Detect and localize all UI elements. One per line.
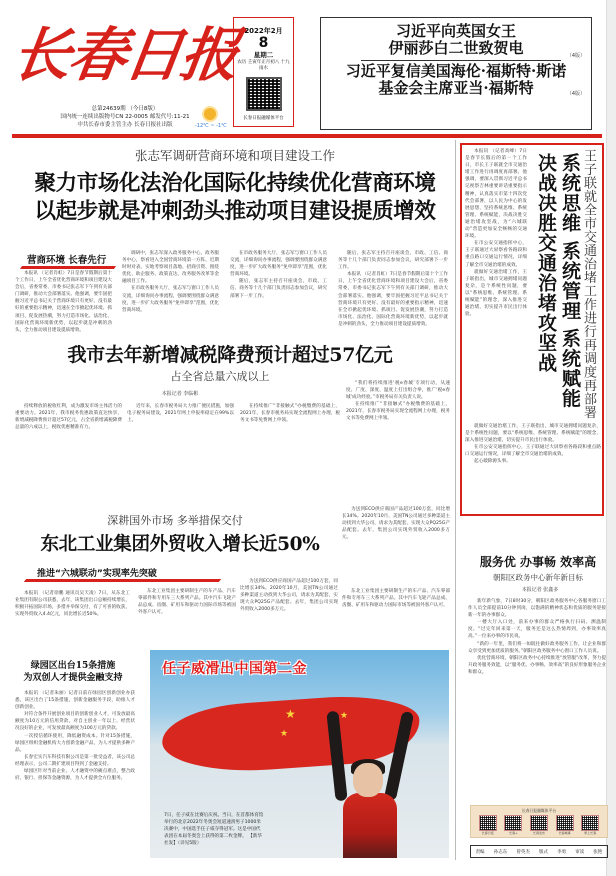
date-box [233, 17, 294, 127]
feature-vertical-subhead: 王子联就全市交通治堵工作进行再调度再部署 [581, 149, 596, 419]
newspaper-logo[interactable]: 长春日报 [7, 21, 242, 89]
qr-panel-title: 长春日报融媒体平台 [521, 808, 557, 813]
issue-line: 总第24639期 （今日8版） [91, 106, 159, 112]
tax-body-col1: 持续释放的税收红利，成为激发市场主体活力的重要动力。2021年，我市税务优惠政策直达快享，新增减税降费预计超过57亿元，占全省新增减税降费总量的六成以上，税收优惠精准有力。 [15, 404, 122, 431]
top-news-item[interactable] [321, 23, 591, 57]
tax-body-col2: 近年来，长春市税务局大力推广便民措施，加强电子税务局建设，2021年网上申报率稳定在99%以上。 [127, 404, 234, 424]
headline-line: 聚力市场化法治化国际化持续优化营商环境 [34, 171, 436, 196]
qr-code-icon [581, 815, 599, 831]
top-news-title-line: 习近平复信美国海伦·福斯特·斯诺 [345, 62, 567, 80]
star-icon: ★ [280, 729, 289, 739]
trade-body-col2: 东北工业集团主要研制生产的车产品、汽车零部件和专用车三大系列产品。其中汽车飞轮产品总成、齿圈、矿用车和驱动力国际市场等被国外客户认可。 [138, 589, 236, 616]
lead-headline[interactable] [15, 170, 455, 226]
star-icon: ★ [340, 711, 349, 721]
page-ref: （4版） [566, 91, 585, 97]
top-news-title-line: 基金会主席亚当·福斯特 [378, 79, 534, 97]
feature-vertical-headline[interactable]: 系统思维 系统管理 系统赋能 决战决胜交通治堵攻坚战 [535, 153, 581, 409]
top-news-title-line: 伊丽莎白二世致贺电 [388, 39, 524, 57]
star-icon: ★ [285, 707, 296, 721]
lead-subhead: 张志军调研营商环境和项目建设工作 [134, 148, 335, 163]
day: 8 [258, 35, 269, 51]
trade-headline[interactable]: 东北工业集团外贸收入增长近50% [40, 534, 320, 555]
kicker-text: 营商环境 长春先行 [15, 252, 115, 266]
temperature: -12℃ ~ -1℃ [195, 123, 227, 129]
top-news-title-line: 习近平向英国女王 [395, 22, 516, 40]
page-ref: （4版） [566, 53, 585, 59]
qr-code-icon [479, 815, 497, 831]
sun-icon [204, 108, 216, 120]
lvyuan-headline[interactable]: 绿园区出台15条措施 为双创人才提供金融支持 [23, 661, 123, 683]
trade-body-col3: 为送到ECO供应商国产品超过100万套，同比增长34%。2020年10月，美国TN公司通过多种渠道主动找到大华公司，请求为其配套，实现大众PQ25G产品配套。去年，集团公司实现外贸收入2000多万元。 [240, 579, 338, 613]
staff-bar: 责编 孙志东 曾英杰 版式 李勇 审读 张艳 [470, 845, 608, 858]
trade-body-col4: 东北工业集团主要研制生产的车产品、汽车零部件和专用车三大系列产品。其中汽车飞轮产品总成、齿圈、矿用车和驱动力国际市场等被国外客户认可。 [342, 589, 450, 609]
masthead-rule [12, 134, 602, 138]
photo-title: 任子威滑出中国第二金 [162, 661, 307, 677]
tax-subhead: 占全省总量六成以上 [170, 370, 270, 383]
trade-body-col1: 本报讯 （记者徐鹏 通讯员吴天凌）7日，从东北工业集团有限公司获悉，去年，该集团出口总额持续增长，积极开拓国际市场，多措并举保交付，有了可喜的收获，实现外贸收入4.4亿元，同比增长近50%。 [15, 591, 130, 618]
tax-body-col4: “我们将持续推进‘税e春城’专项行动，从速度、广度、深度、温度上打出组合拳，推广‘税e春城’成功经验。”市税务局有关负责人说。 在持续推广“非接触式”办税缴费的基础上，2021年，长春市税务局实现全流程网上办理，税务文书等免费网上申领。 [346, 381, 450, 422]
chaoyang-body: 新年新气象，7日8时30分，朝阳区政务服务中心各服务窗口工作人员全部提前10分钟到岗，以饱满的精神状态和优质的服务迎接新一年的办事群众。 一楼大厅入口处，前来办事的群众严格执行扫码、测温制度。“过完年回来第一天，服务还是这么热情周到，办事效率真高。”一位来办事的市民说。 “新的一年里，我们将一如既往做好政务服务工作，让企业和群众享受到更加优质的服务。”朝阳区政务服务中心窗口工作人员说。 优化营商环境，朝阳区政务中心持续推进“放管服”改革，努力提升政务服务效能，以“服务优、办事畅、效率高”的良好形象服务企业和群众。 [468, 599, 606, 675]
photo-caption: 7日，任子威在比赛后庆祝。当日，在首都体育馆举行的北京2022年冬奥会短道速滑男子1000米决赛中，中国选手任子威夺得冠军。这是中国代表团在本届冬奥会上获得的第二枚金牌。 【新华社发】（详见5版） [164, 813, 264, 846]
top-news-box [320, 17, 592, 130]
qr-item[interactable]: 长春发布 [529, 815, 549, 835]
lead-body-col3: 在市政务服务大厅，张志军与窗口工作人员交流，详细询问办事流程，强调要围绕群众满意度，进一步扩大政务服务“免申即享”范围，优化营商环境。 随后，张志军主持召开座谈会，市政、工信、商务等十几个部门负责同志参加会议，研究部署下一步工作。 [230, 251, 327, 299]
weather [195, 108, 225, 129]
lead-kicker [15, 252, 115, 269]
lead-body-col4: 随后，张志军主持召开座谈会，市政、工信、商务等十几个部门负责同志参加会议，研究部署下一步工作。 本报讯 （记者肖虹）7日是春节假期后第十个工作日，上午全省优化营商环境和项目建设大会后，省委常委、市委书记张志军下午到有关部门调研，推动大会部署落实。他强调，要牢固把握习近平总书记关于营商环境只有更好、没有最好的重要指示精神，迅速在全市掀起优环境、抓项目、促发展热潮，努力打造市场化、法治化、国际化营商环境新优势，以起步就是冲刺的劲头，全力推动项目建设提质增效。 [338, 251, 448, 327]
chaoyang-headline[interactable]: 服务优 办事畅 效率高 [479, 555, 597, 569]
tax-body-col3: 在持续推广“非接触式”办税缴费的基础上，2021年，长春市税务局实现全流程网上办理，税务文书等免费网上申领。 [240, 404, 340, 424]
feature-box [460, 143, 604, 516]
qr-item[interactable]: 长春+ [503, 815, 523, 835]
top-news-item[interactable] [321, 63, 591, 97]
news-photo[interactable] [150, 650, 449, 858]
qr-code-icon[interactable] [246, 77, 282, 111]
lvyuan-body: 本报讯 （记者朱丽）记者日前在绿园区创新创业办获悉，该区出台了15条措施，创新金融服务手段，助推人才创新创业。 对符合条件开展创业项目的创新创业人才，可发放最高额度为10万元的信用贷款，对自主创业一年以上、经营状况良好的企业，可发放最高额度为100万元的贷款。 一次授信循环使用，降低融资成本。针对15条措施，绿园区组织金融机构大力创新金融产品，为人才提供多种产品。 长春宏实汽车科技有限公司是第一批受益者，该公司总经理表示，公司二期扩建项目得到了金融支持。 绿园区针对当前企业、人才融资中的痛点难点，整合政府、银行、担保等金融资源，为人才提供全方位服务。 [15, 691, 135, 782]
trade-kicker [15, 566, 220, 582]
lunar-date: 农历 壬寅年正月初八 十九 雨水 [237, 60, 290, 71]
qr-item[interactable]: 掌上长春 [580, 815, 600, 835]
publisher-line: 中共长春市委主管主办 长春日报社出版 [77, 122, 173, 128]
trade-subhead: 深耕国外市场 多举措保交付 [107, 514, 243, 527]
tax-byline: 本报记者 李临彬 [161, 391, 199, 397]
chaoyang-subhead: 朝阳区政务中心新年新目标 [493, 573, 583, 582]
weekday: 星期二 [253, 51, 274, 59]
chaoyang-byline: 本报记者 张鑫多 [521, 587, 559, 593]
qr-panel [470, 805, 608, 838]
kicker-bar [24, 579, 222, 582]
skater-figure [325, 745, 415, 858]
year-month: 2022年2月 [244, 27, 283, 35]
column-divider [455, 140, 456, 860]
tax-headline[interactable]: 我市去年新增减税降费预计超过57亿元 [67, 344, 393, 366]
qr-item[interactable]: 长春城事 [555, 815, 575, 835]
trade-body-col-right: 为送到ECO供应商国产品超过100万套，同比增长34%。2020年10月，美国TN公司通过多种渠道主动找到大华公司，请求为其配套，实现大众PQ25G产品配套。去年，集团公司实现外贸收入2000多万元。 [342, 507, 450, 541]
divider [361, 60, 561, 61]
qr-code-icon [504, 815, 522, 831]
feature-body-col: 本报讯 （记者高峰）7日是春节长假后的第一个工作日，市长王子联就全市交通治堵工作进行再调度再部署。他强调，要深入贯彻习近平总书记视察吉林重要讲话重要指示精神，认真落实市第十四次党代会部署，以人民为中心的发展思想，坚持系统思维、系统管理、系统赋能，决战决胜交通治堵攻坚战，为“六城联动”营造更加安全畅畅的交通环境。 在市公安交通指挥中心，王子联通过大屏察看各路段和重点路口交通运行情况，详细了解全市交通治堵的成效。 就做好交通治堵工作，王子联指出，城市交通拥堵问题复杂，是个系统性问题，要以“系统思维、系统管理、系统赋能”的理念，深入推进交通治堵，切实提升市民出行体验。 [465, 149, 527, 318]
qr-item[interactable]: 长春日报 [478, 815, 498, 835]
cn-line: 国内统一连续出版物号CN 22-0005 邮发代号:11-21 [60, 114, 190, 120]
lead-body-col1: 本报讯 （记者肖虹）7日是春节假期后第十个工作日，上午全省优化营商环境和项目建设大会后，省委常委、市委书记张志军下午到有关部门调研，推动大会部署落实。他强调，要牢固把握习近平总书记关于营商环境只有更好、没有最好的重要指示精神，迅速在全市掀起优环境、抓项目、促发展热潮，努力打造市场化、法治化、国际化营商环境新优势，以起步就是冲刺的劲头，全力推动项目建设提质增效。 [15, 271, 112, 333]
headline-line: 以起步就是冲刺劲头推动项目建设提质增效 [34, 199, 436, 224]
qr-label: 长春日报融媒体平台 [243, 116, 284, 121]
feature-body-wide: 就做好交通治堵工作，王子联指出，城市交通拥堵问题复杂，是个系统性问题，要以“系统思维、系统管理、系统赋能”的理念，深入推进交通治堵，切实提升市民出行体验。 在市公安交通指挥中心，王子联通过大屏察看各路段和重点路口交通运行情况，详细了解全市交通治堵的成效。 起心破除源头事。 [465, 424, 601, 465]
kicker-text: 推进“六城联动”实现率先突破 [15, 566, 220, 579]
qr-code-icon [530, 815, 548, 831]
kicker-bar [20, 266, 116, 269]
qr-code-icon [556, 815, 574, 831]
lead-body-col2: 调研中，张志军深入政务服务中心，政务服务中心，察看进入全国营商环境第一方阵、近期时时对表、实地考察项目落地、招商引资、围绕优化、助企服务、政策直达、改务服务改革等金融项目工作。 在市政务服务大厅，张志军与窗口工作人员交流，详细询问办事流程，强调要围绕群众满意度，进一步扩大政务服务“免申即享”范围，优化营商环境。 [122, 251, 219, 313]
page-edge [606, 0, 616, 876]
